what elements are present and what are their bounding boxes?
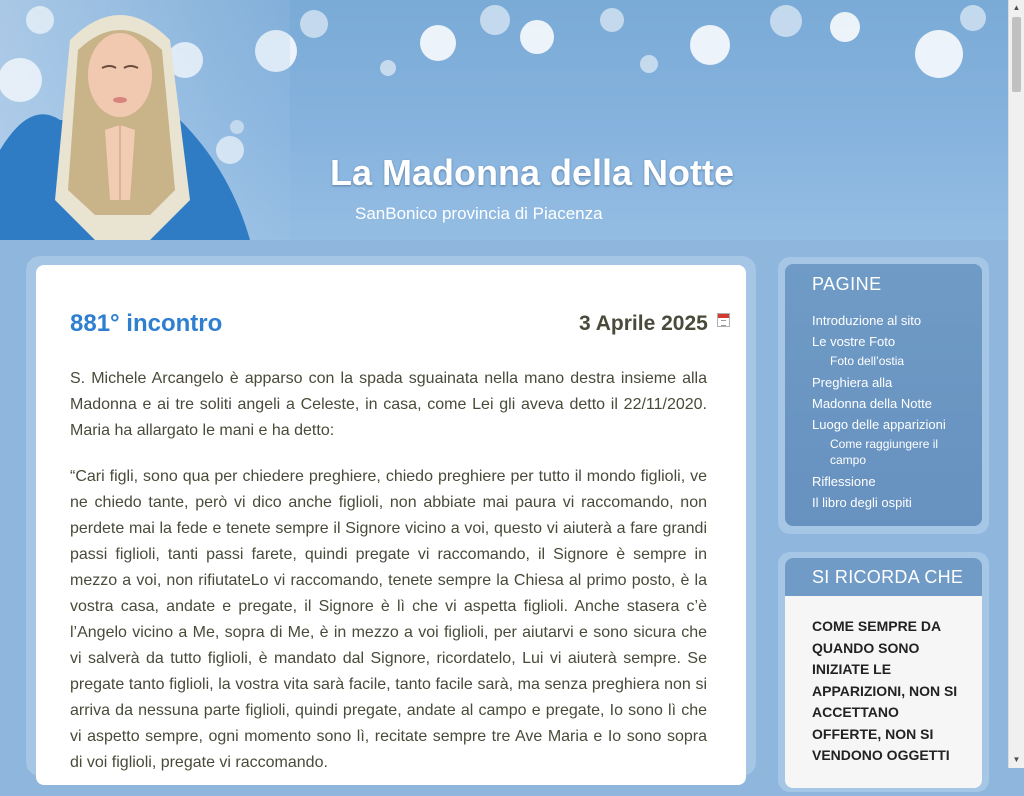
page-link-libro-ospiti[interactable]: Il libro degli ospiti — [812, 495, 912, 510]
madonna-image — [0, 0, 290, 240]
scroll-down-arrow-icon[interactable]: ▼ — [1012, 755, 1021, 764]
remind-header — [785, 558, 982, 596]
post-body — [70, 366, 707, 796]
snowflake-decoration — [420, 25, 456, 61]
remind-text: COME SEMPRE DA QUANDO SONO INIZIATE LE APPARIZIONI, NON SI ACCETTANO OFFERTE, NON SI VENDONO OGGETTI — [812, 618, 958, 763]
page-link-madonna-notte[interactable]: Madonna della Notte — [812, 396, 932, 411]
snowflake-decoration — [960, 5, 986, 31]
snowflake-decoration — [520, 20, 554, 54]
post-paragraph: “Cari figli, sono qua per chiedere preghiere, chiedo preghiere per tutto il mondo figlioli, ve ne chiedo tante, però vi dico anche figlioli, non abbiate mai paura vi raccomando, non perdete mai la fede e tenete sempre il Signore vicino a voi, questo vi aiuterà a fare grandi passi figlioli, tanti passi farete, quindi pregate vi raccomando, il Signore è sempre in mezzo a voi, non rifiutateLo vi raccomando, tenete sempre la Chiesa al primo posto, è la vostra casa, andate e pregate, il Signore è lì che vi aspetta figlioli. Anche stasera c’è l’Angelo vicino a Me, sopra di Me, è in mezzo a voi figlioli, per aiutarvi e sono sicura che vi salverà da tutto figlioli, è mandato dal Signore, ricordatelo, Lui vi aiuterà sempre. Se pregate tanto figlioli, la vostra vita sarà facile, tanto facile sarà, ma senza preghiera non si arriva da nessuna parte figlioli, quindi pregate, andate al campo e pregate, Io sono lì che vi aspetto sempre, ogni momento sono lì, recitate sempre tre Ave Maria e Io sono sopra di voi figlioli, pregate vi raccomando. — [70, 468, 707, 771]
remind-heading: SI RICORDA CHE — [812, 567, 964, 587]
calendar-icon — [717, 313, 730, 327]
site-title[interactable]: La Madonna della Notte — [330, 152, 735, 193]
page-link-luogo-apparizioni[interactable]: Luogo delle apparizioni — [812, 417, 946, 432]
post-date: 3 Aprile 2025 — [579, 312, 708, 335]
snowflake-decoration — [830, 12, 860, 42]
page-link-riflessione[interactable]: Riflessione — [812, 474, 876, 489]
pages-widget — [785, 264, 982, 526]
snowflake-decoration — [915, 30, 963, 78]
post-title[interactable]: 881° incontro — [70, 310, 223, 337]
page-scrollbar[interactable] — [1008, 0, 1024, 768]
snowflake-decoration — [380, 60, 396, 76]
pages-list — [812, 310, 977, 513]
post-paragraph: S. Michele Arcangelo è apparso con la spada sguainata nella mano destra insieme alla Madonna e ai tre soliti angeli a Celeste, in casa, come Lei gli aveva detto il 22/11/2020. Maria ha allargato le mani e ha detto: — [70, 370, 707, 439]
page-link-preghiera[interactable]: Preghiera alla — [812, 375, 893, 390]
snowflake-decoration — [300, 10, 328, 38]
page-link-come-raggiungere[interactable]: Come raggiungere il campo — [830, 437, 939, 467]
scroll-up-arrow-icon[interactable]: ▲ — [1012, 3, 1021, 12]
snowflake-decoration — [690, 25, 730, 65]
site-header — [0, 0, 1008, 240]
snowflake-decoration — [480, 5, 510, 35]
snowflake-decoration — [640, 55, 658, 73]
site-subtitle: SanBonico provincia di Piacenza — [355, 204, 603, 223]
snowflake-decoration — [770, 5, 802, 37]
page-link-vostre-foto[interactable]: Le vostre Foto — [812, 334, 896, 349]
snowflake-decoration — [600, 8, 624, 32]
remind-widget — [785, 558, 982, 788]
pages-heading: PAGINE — [812, 274, 882, 294]
page-link-introduzione[interactable]: Introduzione al sito — [812, 313, 922, 328]
page-link-foto-ostia[interactable]: Foto dell’ostia — [830, 354, 905, 368]
scroll-thumb[interactable] — [1012, 17, 1021, 92]
